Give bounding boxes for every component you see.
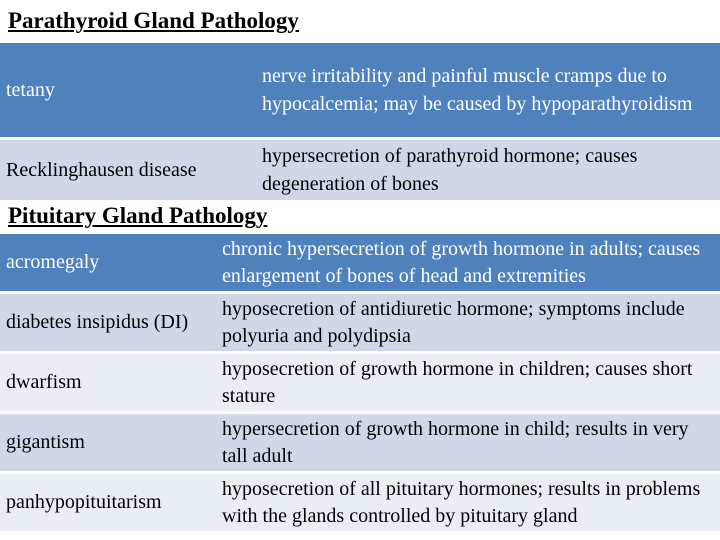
table-row (0, 294, 720, 351)
table-row (0, 414, 720, 471)
pituitary-table (0, 231, 720, 534)
pituitary-heading: Pituitary Gland Pathology (8, 203, 268, 228)
description-cell: hyposecretion of antidiuretic hormone; symptoms include polyuria and polydipsia (216, 294, 720, 351)
term-cell: panhypopituitarism (0, 474, 216, 531)
description-cell: hyposecretion of all pituitary hormones; results in problems with the glands controlled by pituitary gland (216, 474, 720, 531)
description-cell: chronic hypersecretion of growth hormone in adults; causes enlargement of bones of head and extremities (216, 234, 720, 291)
description-cell: nerve irritability and painful muscle cramps due to hypocalcemia; may be caused by hypoparathyroidism (256, 43, 720, 137)
parathyroid-table (0, 40, 720, 203)
term-cell: acromegaly (0, 234, 216, 291)
table-row (0, 474, 720, 531)
table-row (0, 234, 720, 291)
parathyroid-heading: Parathyroid Gland Pathology (8, 8, 299, 33)
table-row (0, 354, 720, 411)
term-cell: dwarfism (0, 354, 216, 411)
term-cell: gigantism (0, 414, 216, 471)
description-cell: hypersecretion of growth hormone in child; results in very tall adult (216, 414, 720, 471)
table-row (0, 43, 720, 137)
description-cell: hypersecretion of parathyroid hormone; causes degeneration of bones (256, 140, 720, 200)
term-cell: Recklinghausen disease (0, 140, 256, 200)
term-cell: tetany (0, 43, 256, 137)
table-row (0, 140, 720, 200)
description-cell: hyposecretion of growth hormone in children; causes short stature (216, 354, 720, 411)
term-cell: diabetes insipidus (DI) (0, 294, 216, 351)
